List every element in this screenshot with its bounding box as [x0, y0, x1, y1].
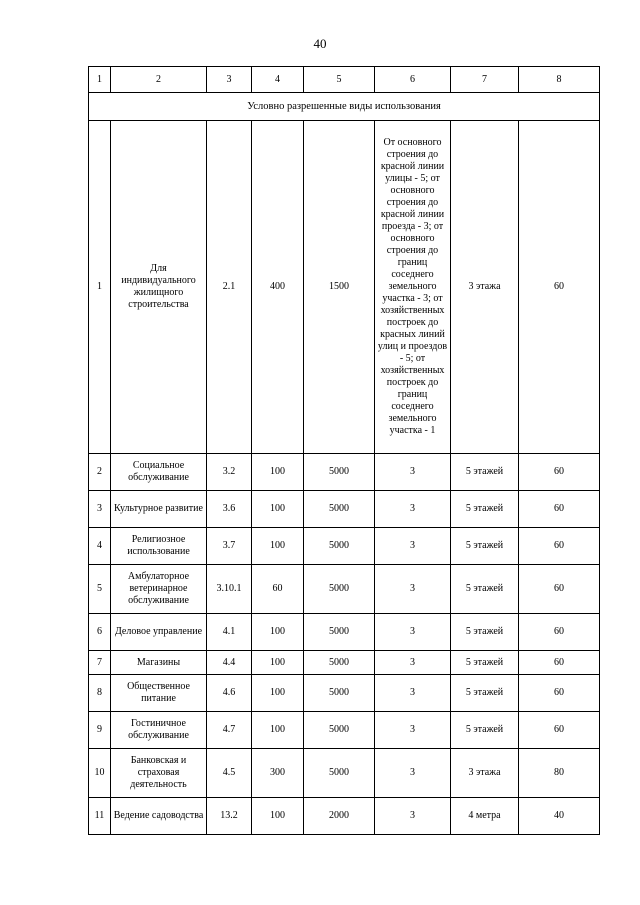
max-floors: 5 этажей — [451, 675, 519, 712]
setback: От основного строения до красной линии улицы - 5; от основного строения до красной линии проезда - 3; от основного строения до границ соседнего земельного участка - 3; от хозяйственных построек до красных линий улиц и проездов - 5; от хозяйственных построек до границ соседнего земельного участка - 1 — [375, 121, 451, 454]
setback: 3 — [375, 749, 451, 798]
max-floors: 3 этажа — [451, 121, 519, 454]
min-area: 100 — [252, 798, 304, 835]
row-number: 11 — [89, 798, 111, 835]
max-floors: 5 этажей — [451, 712, 519, 749]
max-floors: 5 этажей — [451, 614, 519, 651]
min-area: 60 — [252, 565, 304, 614]
table-row — [89, 614, 600, 651]
column-header: 2 — [111, 67, 207, 93]
max-area: 1500 — [304, 121, 375, 454]
use-code: 3.10.1 — [207, 565, 252, 614]
setback: 3 — [375, 712, 451, 749]
row-number: 4 — [89, 528, 111, 565]
max-area: 5000 — [304, 712, 375, 749]
min-area: 400 — [252, 121, 304, 454]
coverage: 60 — [519, 454, 600, 491]
use-code: 4.5 — [207, 749, 252, 798]
row-number: 5 — [89, 565, 111, 614]
use-name: Гостиничное обслуживание — [111, 712, 207, 749]
column-number-row — [89, 67, 600, 93]
min-area: 100 — [252, 651, 304, 675]
section-title: Условно разрешенные виды использования — [89, 93, 600, 121]
coverage: 60 — [519, 528, 600, 565]
table-row — [89, 749, 600, 798]
use-code: 13.2 — [207, 798, 252, 835]
use-name: Магазины — [111, 651, 207, 675]
column-header: 7 — [451, 67, 519, 93]
min-area: 100 — [252, 454, 304, 491]
row-number: 6 — [89, 614, 111, 651]
coverage: 60 — [519, 675, 600, 712]
table-row — [89, 121, 600, 454]
coverage: 60 — [519, 614, 600, 651]
max-area: 5000 — [304, 675, 375, 712]
max-area: 5000 — [304, 651, 375, 675]
setback: 3 — [375, 454, 451, 491]
max-area: 5000 — [304, 565, 375, 614]
max-area: 5000 — [304, 454, 375, 491]
coverage: 40 — [519, 798, 600, 835]
table-row — [89, 712, 600, 749]
use-name: Банковская и страховая деятельность — [111, 749, 207, 798]
section-row — [89, 93, 600, 121]
use-name: Ведение садоводства — [111, 798, 207, 835]
use-name: Для индивидуального жилищного строительства — [111, 121, 207, 454]
column-header: 6 — [375, 67, 451, 93]
table-row — [89, 651, 600, 675]
table-row — [89, 528, 600, 565]
max-area: 5000 — [304, 749, 375, 798]
row-number: 2 — [89, 454, 111, 491]
min-area: 100 — [252, 528, 304, 565]
coverage: 80 — [519, 749, 600, 798]
table-row — [89, 675, 600, 712]
coverage: 60 — [519, 651, 600, 675]
max-area: 5000 — [304, 528, 375, 565]
use-code: 4.6 — [207, 675, 252, 712]
coverage: 60 — [519, 712, 600, 749]
max-floors: 5 этажей — [451, 528, 519, 565]
setback: 3 — [375, 565, 451, 614]
setback: 3 — [375, 528, 451, 565]
row-number: 10 — [89, 749, 111, 798]
table-row — [89, 798, 600, 835]
use-name: Социальное обслуживание — [111, 454, 207, 491]
use-name: Культурное развитие — [111, 491, 207, 528]
use-code: 4.7 — [207, 712, 252, 749]
column-header: 4 — [252, 67, 304, 93]
min-area: 100 — [252, 491, 304, 528]
max-floors: 5 этажей — [451, 491, 519, 528]
row-number: 3 — [89, 491, 111, 528]
setback: 3 — [375, 675, 451, 712]
use-name: Деловое управление — [111, 614, 207, 651]
max-floors: 5 этажей — [451, 651, 519, 675]
use-name: Амбулаторное ветеринарное обслуживание — [111, 565, 207, 614]
row-number: 8 — [89, 675, 111, 712]
max-area: 2000 — [304, 798, 375, 835]
table-row — [89, 565, 600, 614]
row-number: 1 — [89, 121, 111, 454]
table-row — [89, 491, 600, 528]
max-area: 5000 — [304, 491, 375, 528]
min-area: 100 — [252, 614, 304, 651]
setback: 3 — [375, 491, 451, 528]
table-row — [89, 454, 600, 491]
use-code: 4.1 — [207, 614, 252, 651]
row-number: 7 — [89, 651, 111, 675]
column-header: 3 — [207, 67, 252, 93]
use-name: Общественное питание — [111, 675, 207, 712]
column-header: 5 — [304, 67, 375, 93]
coverage: 60 — [519, 121, 600, 454]
setback: 3 — [375, 651, 451, 675]
max-floors: 4 метра — [451, 798, 519, 835]
use-name: Религиозное использование — [111, 528, 207, 565]
setback: 3 — [375, 798, 451, 835]
max-floors: 3 этажа — [451, 749, 519, 798]
row-number: 9 — [89, 712, 111, 749]
use-code: 3.6 — [207, 491, 252, 528]
coverage: 60 — [519, 491, 600, 528]
min-area: 100 — [252, 675, 304, 712]
column-header: 8 — [519, 67, 600, 93]
max-area: 5000 — [304, 614, 375, 651]
page-number: 40 — [313, 36, 327, 51]
use-code: 3.2 — [207, 454, 252, 491]
min-area: 100 — [252, 712, 304, 749]
coverage: 60 — [519, 565, 600, 614]
use-code: 3.7 — [207, 528, 252, 565]
use-code: 2.1 — [207, 121, 252, 454]
use-code: 4.4 — [207, 651, 252, 675]
land-use-table — [88, 66, 600, 835]
max-floors: 5 этажей — [451, 454, 519, 491]
column-header: 1 — [89, 67, 111, 93]
min-area: 300 — [252, 749, 304, 798]
setback: 3 — [375, 614, 451, 651]
max-floors: 5 этажей — [451, 565, 519, 614]
